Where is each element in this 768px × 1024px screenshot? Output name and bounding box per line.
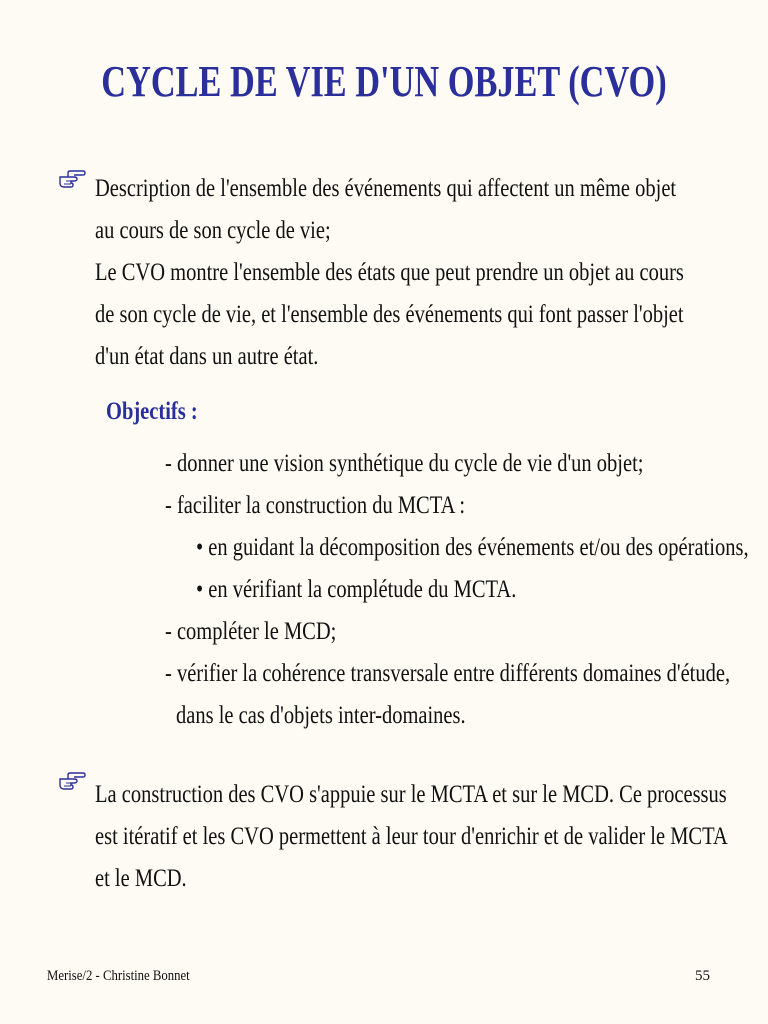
description-line-5: d'un état dans un autre état. (95, 343, 319, 370)
description-line-1: Description de l'ensemble des événements qui affectent un même objet (95, 175, 677, 202)
objectif-subitem: • en vérifiant la complétude du MCTA. (196, 576, 517, 603)
objectifs-heading: Objectifs : (106, 398, 198, 425)
objectif-item: - compléter le MCD; (165, 618, 337, 645)
description-line-2: au cours de son cycle de vie; (95, 217, 331, 244)
pointing-hand-icon (58, 167, 86, 191)
objectif-item-continuation: dans le cas d'objets inter-domaines. (176, 702, 466, 729)
page-number: 55 (695, 968, 710, 984)
construction-line-1: La construction des CVO s'appuie sur le MCTA et sur le MCD. Ce processus (95, 781, 727, 808)
page-title: CYCLE DE VIE D'UN OBJET (CVO) (101, 57, 667, 106)
construction-line-3: et le MCD. (95, 865, 187, 892)
description-line-4: de son cycle de vie, et l'ensemble des événements qui font passer l'objet (95, 301, 684, 328)
construction-line-2: est itératif et les CVO permettent à leur tour d'enrichir et de valider le MCTA (95, 823, 728, 850)
pointing-hand-icon (58, 769, 86, 793)
objectif-item: - faciliter la construction du MCTA : (165, 492, 466, 519)
footer-author: Merise/2 - Christine Bonnet (47, 968, 190, 984)
objectif-subitem: • en guidant la décomposition des événements et/ou des opérations, (196, 534, 749, 561)
objectif-item: - donner une vision synthétique du cycle de vie d'un objet; (165, 450, 644, 477)
description-line-3: Le CVO montre l'ensemble des états que peut prendre un objet au cours (95, 259, 684, 286)
objectif-item: - vérifier la cohérence transversale entre différents domaines d'étude, (165, 660, 731, 687)
